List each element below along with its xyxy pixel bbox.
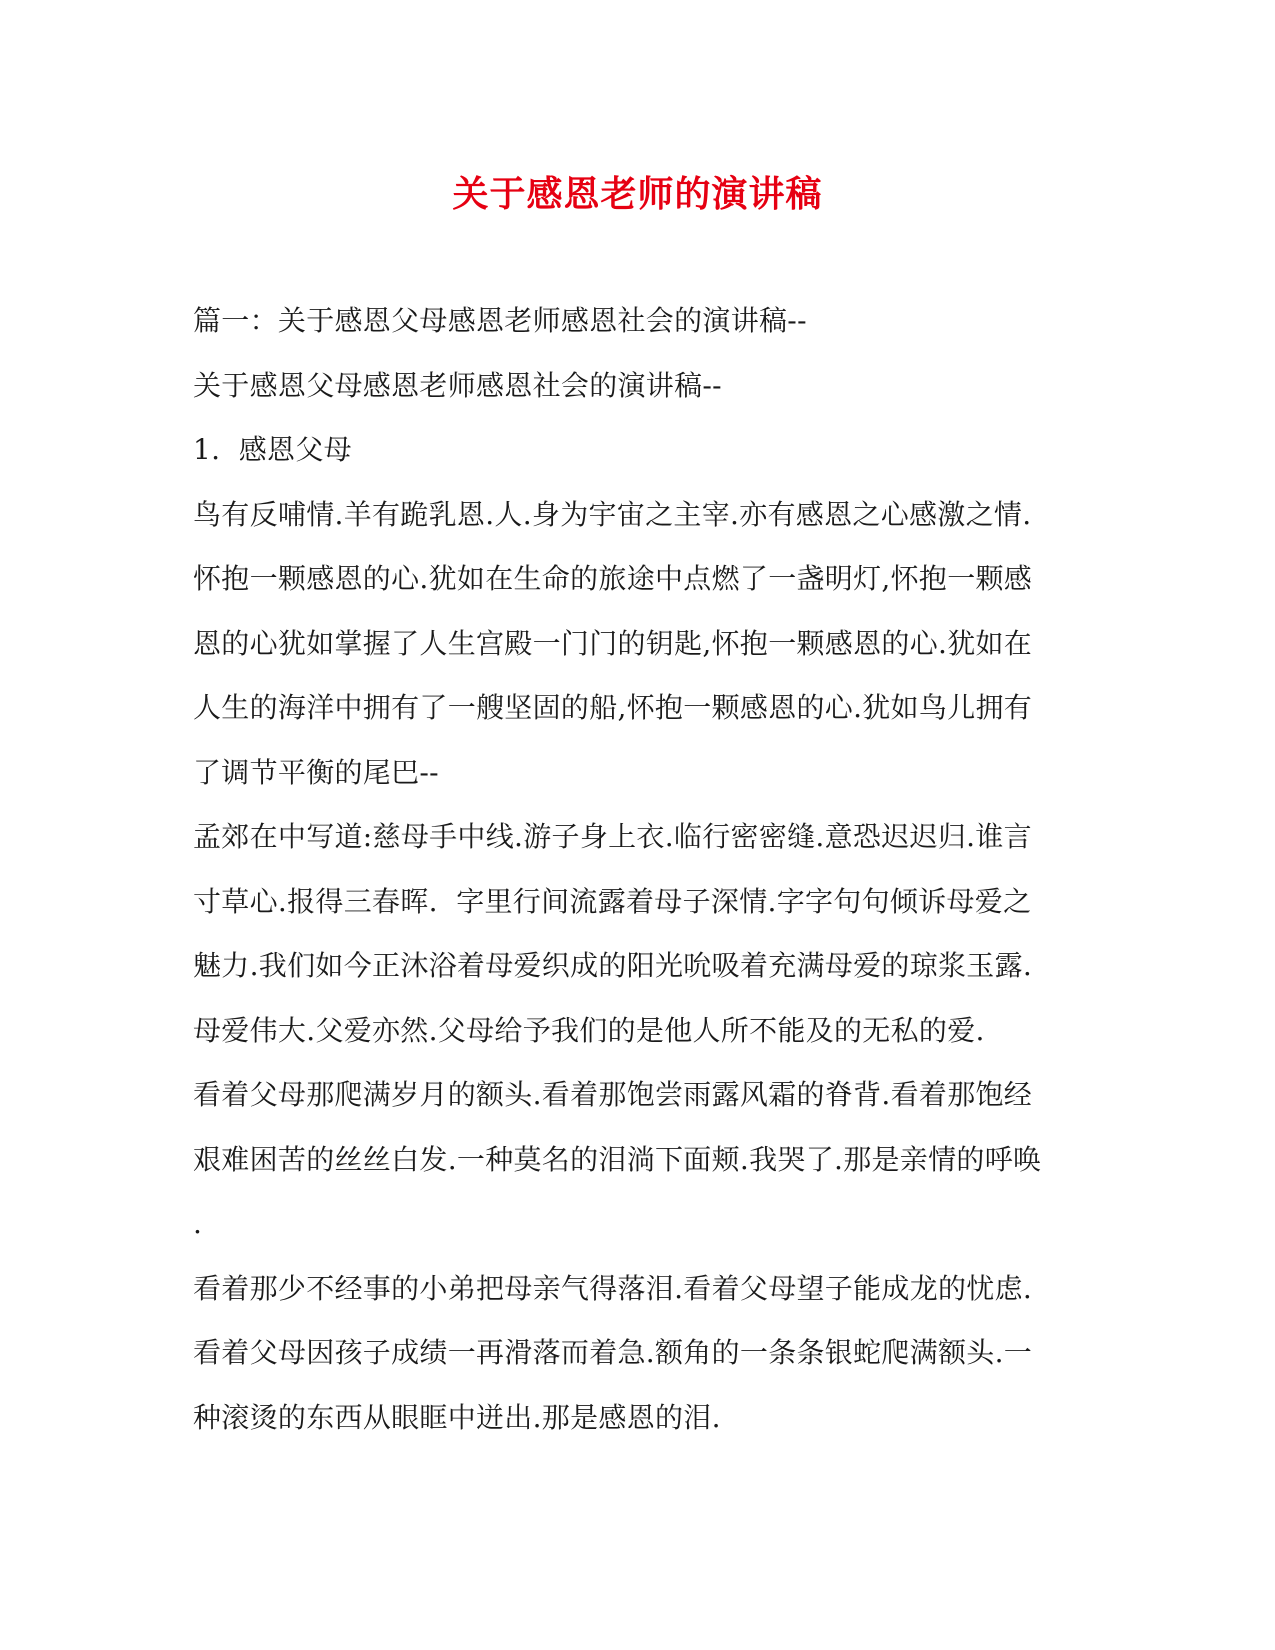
text-line: 寸草心.报得三春晖. 字里行间流露着母子深情.字字句句倾诉母爱之	[193, 884, 1032, 918]
text-line: 看着父母因孩子成绩一再滑落而着急.额角的一条条银蛇爬满额头.一	[193, 1336, 1033, 1369]
text-line: 种滚烫的东西从眼眶中迸出.那是感恩的泪.	[193, 1400, 721, 1434]
text-line: 恩的心犹如掌握了人生宫殿一门门的钥匙,怀抱一颗感恩的心.犹如在	[193, 626, 1033, 660]
text-line: 怀抱一颗感恩的心.犹如在生命的旅途中点燃了一盏明灯,怀抱一颗感	[193, 562, 1033, 595]
document-title: 关于感恩老师的演讲稿	[452, 173, 823, 215]
text-line: .	[193, 1207, 203, 1240]
text-line: 看着父母那爬满岁月的额头.看着那饱尝雨露风霜的脊背.看着那饱经	[193, 1078, 1033, 1111]
text-line: 1. 感恩父母	[193, 433, 352, 466]
text-line: 孟郊在中写道:慈母手中线.游子身上衣.临行密密缝.意恐迟迟归.谁言	[193, 820, 1032, 853]
text-line: 看着那少不经事的小弟把母亲气得落泪.看着父母望子能成龙的忧虑.	[193, 1271, 1033, 1305]
document-body	[193, 289, 1093, 1450]
text-line: 了调节平衡的尾巴--	[193, 755, 439, 789]
text-line: 艰难困苦的丝丝白发.一种莫名的泪淌下面颊.我哭了.那是亲情的呼唤	[193, 1142, 1042, 1176]
text-line: 鸟有反哺情.羊有跪乳恩.人.身为宇宙之主宰.亦有感恩之心感激之情.	[193, 497, 1032, 531]
text-line: 母爱伟大.父爱亦然.父母给予我们的是他人所不能及的无私的爱.	[193, 1013, 985, 1047]
text-line: 魅力.我们如今正沐浴着母爱织成的阳光吮吸着充满母爱的琼浆玉露.	[193, 949, 1033, 982]
text-line: 人生的海洋中拥有了一艘坚固的船,怀抱一颗感恩的心.犹如鸟儿拥有	[193, 691, 1033, 724]
text-line: 篇一：关于感恩父母感恩老师感恩社会的演讲稿--	[193, 304, 807, 337]
text-line: 关于感恩父母感恩老师感恩社会的演讲稿--	[193, 368, 722, 402]
